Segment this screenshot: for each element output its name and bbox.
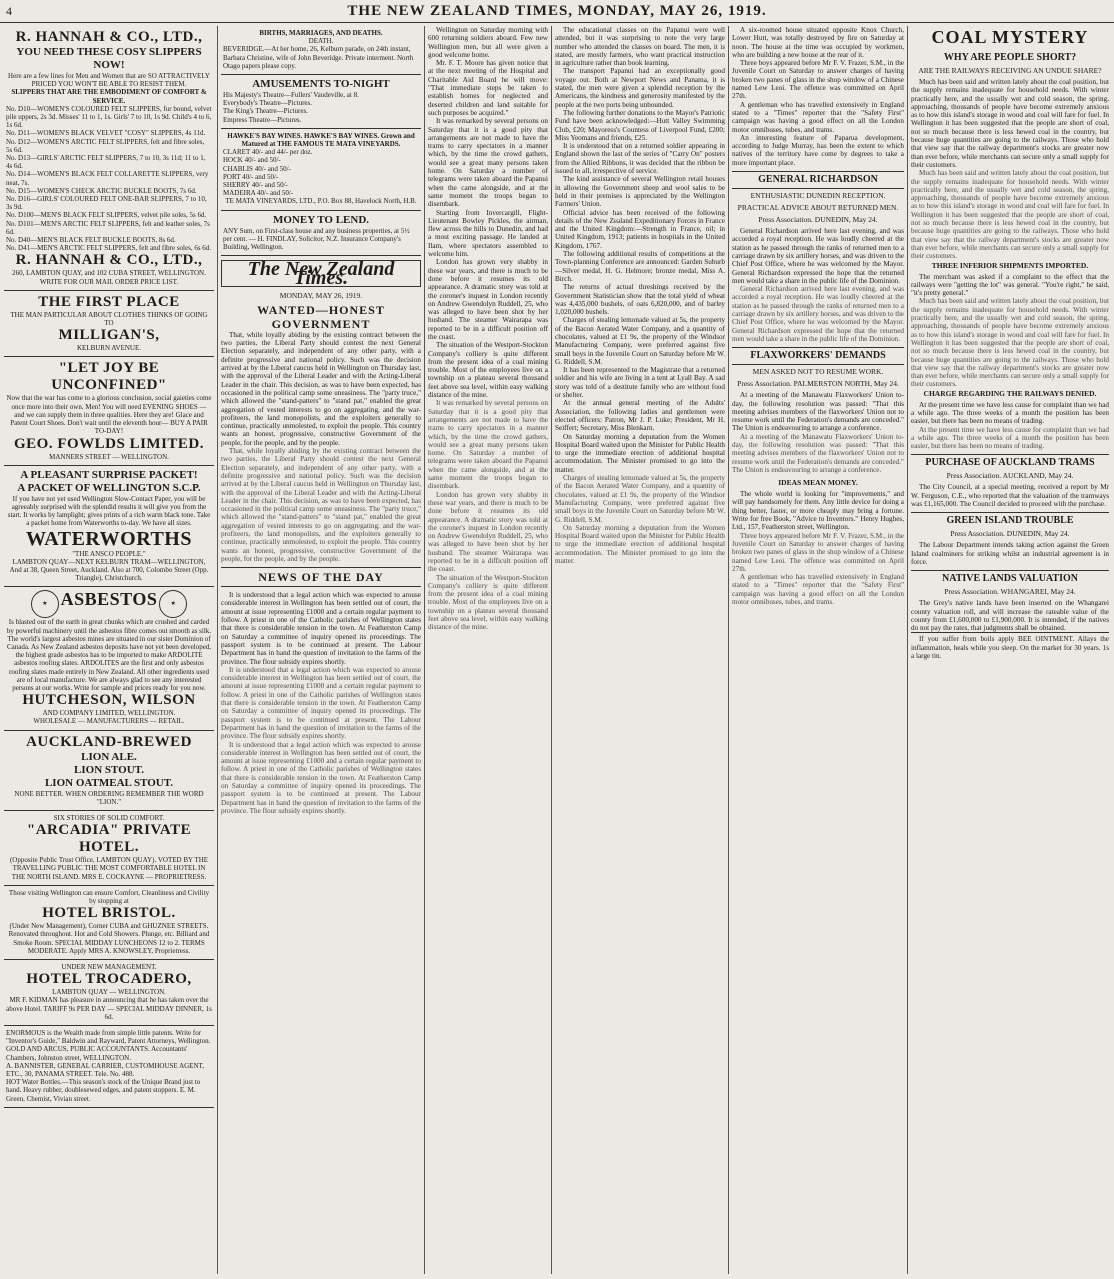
news-para: It has been represented to the Magistrate that a returned soldier and his wife are living in a tent at Lyall Bay. A sad story was told of a destitute family who are without food or shelter.	[555, 366, 725, 400]
arcadia-text: (Opposite Public Trust Office, LAMBTON QUAY). VOTED BY THE TRAVELLING PUBLIC THE MOST COMFORTABLE HOTEL IN THE NORTH ISLAND. MRS E. COCKAYNE — PROPRIETRESS.	[9, 856, 209, 881]
asbestos-text: Is blasted out of the earth in great chunks which are crushed and carded by powerful machinery until the asbestos fibre comes out smooth as silk. The world's largest asbestos mines are situated in our sister Dominion of Canada. As New Zealand asbestos deposits have not yet been developed, the highest grade asbestos has to be imported to make ARDOLITE asbestos roofing slates. ARDOLITES are the first and only asbestos roofing slates made entirely in New Zealand. All other ingredients used are of local manufacture. We are always glad to see any interested persons at our works. Write for sample and prices ready for you now.	[6, 618, 212, 692]
wine-footer: TE MATA VINEYARDS, LTD., P.O. Box 88, Havelock North, H.B.	[225, 197, 417, 206]
column-rule	[551, 26, 552, 1274]
money-ad	[221, 211, 421, 257]
hannah-address: 260, LAMBTON QUAY, and 102 CUBA STREET, WELLINGTON. WRITE FOR OUR MAIL ORDER PRICE LIST.	[12, 269, 206, 286]
wine-item: SHERRY 40/- and 50/-	[223, 181, 288, 190]
news-para: London has grown very shabby in these war years, and there is much to be done before it resumes its old appearance. A dramatic story was told at the coroner's inquest in London recently on Andrew Gwendolyn Ruddell, 25, who was alleged to have been shot by her husband. The steamer Wairarapa was reported to be in a difficult position off the coast.	[428, 258, 548, 341]
column-2	[221, 26, 421, 1274]
trocadero-title: HOTEL TROCADERO,	[26, 971, 192, 988]
general-text: General Richardson arrived here last evening, and was accorded a royal reception. He was loudly cheered at the station as he passed through the ranks of returned men to a carriage drawn by six artillery horses, and was driven to the Chief Post Office, where he was welcomed by the Mayor. General Richardson expressed the hope that the returned men would take a share in the public life of the Dominion.	[732, 227, 904, 285]
charge-head: CHARGE REGARDING THE RAILWAYS DENIED.	[923, 388, 1097, 398]
column-5	[732, 26, 904, 1274]
hannah-footer: R. HANNAH & CO., LTD.,	[15, 252, 203, 269]
lion-ad	[4, 731, 214, 811]
news-para: It was remarked by several persons on Saturday that it is a good pity that arrangements are not made to have the trams to carry spectators in a manner which, by the time the crowd gathers, would see a great many persons taken home. On Saturday a number of telegrams were taken aboard the Papanui when the came alongside, and at the same moment the troops began to disembark.	[428, 399, 548, 491]
news-para: London has grown very shabby in these war years, and there is much to be done before it resumes its old appearance. A dramatic story was told at the coroner's inquest in London recently on Andrew Gwendolyn Ruddell, 25, who was alleged to have been shot by her husband. The steamer Wairarapa was reported to be in a difficult position off the coast.	[428, 490, 548, 574]
milligan-address: KELBURN AVENUE.	[76, 344, 142, 353]
death-text: BEVERIDGE.—At her home, 26, Kelburn parade, on 24th instant, Barbara Christine, wife of John Beveridge. Private interment. North Otago papers please copy.	[223, 45, 414, 70]
hutcheson-line: WHOLESALE — MANUFACTURERS — RETAIL.	[33, 717, 185, 726]
milligan-ad	[4, 291, 214, 358]
column-3	[428, 26, 548, 1274]
column-rule	[907, 26, 908, 1274]
native-text: The Grey's native lands have been inserted on the Whangarei county valuation roll, and will increase the rateable value of the county from £1,600,000 to £1,900,000. It is intended, if the natives do not pay the rates, that judgments shall be obtained.	[911, 599, 1109, 633]
hannah-intro: Here are a few lines for Men and Women that are SO ATTRACTIVELY PRICED YOU WON'T BE ABLE TO RESIST THEM.	[8, 72, 210, 89]
joy-text: Now that the war has come to a glorious conclusion, social gaieties come once more into their own. Men! You will need EVENING SHOES — and we can supply them in three qualities. Here they are! Glace and Patent Court Shoes. Don't wait until the eleventh hour— BUY A PAIR TO-DAY!	[6, 394, 212, 436]
news-para: An interesting feature of Paparua development, according to Judge Murray, has been the extent to which natives of the territory have come by degrees to take a more important place.	[732, 133, 904, 167]
shipments-text: The merchant was asked if a complaint to the effect that the railways were "getting the lot" was general. "You're right," he said, "it's pretty general."	[911, 272, 1109, 298]
death-head: DEATH.	[308, 37, 334, 46]
flax-head: FLAXWORKERS' DEMANDS	[732, 347, 904, 365]
arcadia-head: SIX STORIES OF SOLID COMFORT.	[53, 813, 165, 822]
news-para: The following further donations to the Mayor's Patriotic Fund have been acknowledged:—Hutt Valley Swimming Club, £20; Mayoress's Countess of Liverpool Fund, £200; Miss Yeomans and friends, £25.	[555, 108, 725, 142]
news-para: A gentleman who has travelled extensively in England stated to a "Times" reporter that the "Safety First" campaign was having a good effect on all the London motor omnibuses, tubes, and trams.	[732, 573, 904, 607]
native-head: NATIVE LANDS VALUATION	[911, 570, 1109, 585]
ointment-ad: If you suffer from boils apply BEE OINTMENT. Allays the inflammation, heals while you sleep. On the market for 30 years. 1s a large tin.	[911, 632, 1109, 660]
shipments-head: THREE INFERIOR SHIPMENTS IMPORTED.	[931, 260, 1089, 270]
arcadia-title: "ARCADIA" PRIVATE HOTEL.	[26, 822, 192, 856]
small-ad: ENORMOUS is the Wealth made from simple little patents. Write for "Inventor's Guide," Baldwin and Rayward, Patent Attorneys, Wellington.	[6, 1029, 211, 1046]
column-4	[555, 26, 725, 1274]
hannah-item: No. D16—GIRLS' COLOURED FELT ONE-BAR SLIPPERS, 7 to 10, 3s 9d.	[6, 195, 207, 212]
ideas-text: The whole world is looking for "improvements," and will pay handsomely for them. Any little device for doing a thing better, faster, or more cheaply may bring a fortune. Write for free Book, "Advice to Inventors." Henry Hughes, Ltd., 157, Featherston street, Wellington.	[732, 490, 904, 532]
waterworths-sub: "THE ANSCO PEOPLE."	[72, 549, 146, 558]
bmd-head: BIRTHS, MARRIAGES, AND DEATHS.	[259, 29, 383, 37]
page-number: 4	[6, 4, 12, 18]
amusement-item: His Majesty's Theatre—Fullers' Vaudeville, at 8.	[223, 91, 359, 100]
ardolite-logo-icon: ★	[31, 590, 59, 618]
fowlds-address: MANNERS STREET — WELLINGTON.	[49, 452, 169, 461]
flax-text: At a meeting of the Manawatu Flaxworkers' Union to-day, the following resolution was passed: "That this meeting advises members of the flaxworkers' Union not to resume work until the Federation's demands are conceded." The Union is endeavouring to arrange a conference.	[732, 432, 904, 474]
amusement-item: Everybody's Theatre—Pictures.	[223, 99, 312, 108]
charge-text: At the present time we have less cause for complaint than we had a while ago. The three weeks of a month the position has been easier, but there has been no means of trading.	[911, 400, 1109, 426]
news-para: Mr. F. T. Moore has given notice that at the next meeting of the Hospital and Charitable Aid Board he will move: "That immediate steps be taken to establish homes for neglected and deserted children and land suitable for such purposes be acquired."	[428, 59, 548, 117]
newspaper-title: THE NEW ZEALAND TIMES, MONDAY, MAY 26, 1919.	[347, 3, 767, 19]
waterworths-title: WATERWORTHS	[26, 527, 192, 550]
news-para: At the annual general meeting of the Adults' Association, the following ladies and gentlemen were elected officers: Patron, Mr J. P. Luke; President, Mr H. Seiffert; Secretary, Miss Blenkarn.	[555, 399, 725, 433]
charge-text: At the present time we have less cause for complaint than we had a while ago. The three weeks of a month the position has been easier, but there has been no means of trading.	[911, 425, 1109, 451]
masthead	[0, 0, 1114, 23]
trocadero-head: UNDER NEW MANAGEMENT.	[61, 963, 157, 971]
news-para: Charges of stealing lemonade valued at 5s, the property of the Bacon Aerated Water Company, and a quantity of chocolates, valued at £1 9s, the property of the Windsor Manufacturing Company, were preferred against five small boys in the Juvenile Court on Saturday before Mr W. G. Riddell, S.M.	[555, 316, 725, 366]
hannah-item: No. D41—MEN'S ARCTIC FELT SLIPPERS, felt and fibre soles, 6s 6d.	[6, 244, 212, 253]
auckland-location: Press Association. AUCKLAND, May 24.	[946, 471, 1074, 481]
flax-sub: MEN ASKED NOT TO RESUME WORK.	[752, 367, 884, 377]
joy-title: "LET JOY BE UNCONFINED"	[51, 360, 167, 394]
column-1-ads	[4, 26, 214, 1274]
arcadia-ad	[4, 811, 214, 886]
trocadero-ad	[4, 960, 214, 1026]
amusements	[221, 75, 421, 129]
news-para: A six-roomed house situated opposite Knox Church, Lower Hutt, was totally destroyed by fire on Saturday at noon. The house at the time was occupied by workmen, who are building a new house at the rear of it.	[732, 26, 904, 59]
wine-item: PORT 40/- and 50/-	[223, 172, 279, 181]
news-para: The returns of actual threshings received by the Government Statistician show that the total yield of wheat was 4,435,000 bushels, of oats 6,820,000, and of barley 1,020,000 bushels.	[555, 283, 725, 317]
amusements-head: AMUSEMENTS TO-NIGHT	[252, 78, 390, 91]
ideas-head: IDEAS MEAN MONEY.	[778, 478, 858, 488]
general-sub: ENTHUSIASTIC DUNEDIN RECEPTION.	[750, 191, 886, 201]
lion-item: LION STOUT.	[74, 763, 144, 776]
surprise-line-1: A PLEASANT SURPRISE PACKET!	[20, 468, 198, 481]
wine-item: CHABLIS 40/- and 50/-	[223, 164, 291, 173]
fowlds-title: GEO. FOWLDS LIMITED.	[13, 435, 205, 452]
hannah-list-head: SLIPPERS THAT ARE THE EMBODIMENT OF COMFORT & SERVICE.	[11, 88, 207, 105]
news-para: The following additional results of competitions at the Town-planning Conference are announced: Garden Suburb—Silver medal, H. G. Helmore; bronze medal, Miss A. Birch.	[555, 250, 725, 283]
general-location: Press Association. DUNEDIN, May 24.	[758, 215, 878, 225]
coal-text: Much has been said and written lately about the coal position, but the supply remains inadequate for household needs. With winter practically here, and the usually wet and cold season, the spring, approaching, thousands of people have become extremely anxious as to how this island's storage in wood and coal will fare for fuel. In Wellington it has been suggested that the people are short of coal, not so much because there is less hewed coal in the country, but because huge quantities are going to the railways. Those who hold that view say that the railway department's stocks are greater now than ever before, while merchants can secure only a small supply for their customers.	[911, 78, 1109, 169]
hannah-item: No. D12—WOMEN'S ARCTIC FELT SLIPPERS, felt and fibre soles, 5s 6d.	[6, 137, 205, 154]
news-para: Wellington on Saturday morning with 600 returning soldiers aboard. Few new Wellington men, but all were given a good welcome home.	[428, 26, 548, 59]
lion-item: LION OATMEAL STOUT.	[44, 776, 174, 789]
surprise-text: If you have not yet used Wellington Slow-Contact Paper, you will be agreeably surprised with the splendid results it will give you from the start. It works by lamplight; gives prints of a rich warm black tone. Take a packet home from Waterworths to-day. We have all sizes.	[7, 494, 211, 528]
hannah-item: No. D101—MEN'S ARCTIC FELT SLIPPERS, felt and leather soles, 7s 6d.	[6, 219, 210, 236]
news-para: The transport Papanui had an exceptionally good voyage out. Both at Newport News and Panama, it is stated, the men were given a splendid reception by the Americans, the kindness and generosity manifested by the people at the two ports being unbounded.	[555, 67, 725, 109]
asbestos-ad	[4, 587, 214, 730]
news-para: Charges of stealing lemonade valued at 5s, the property of the Bacon Aerated Water Company, and a quantity of chocolates, valued at £1 9s, the property of the Windsor Manufacturing Company, were preferred against five small boys in the Juvenile Court on Saturday before Mr W. G. Riddell, S.M.	[555, 474, 725, 524]
news-para: On Saturday morning a deputation from the Women Hospital Board waited upon the Minister for Public Health to urge the immediate erection of additional hospital accommodation. The Minister promised to go into the matter.	[555, 523, 725, 565]
amusement-item: The King's Theatre—Pictures.	[223, 107, 308, 116]
bristol-ad	[4, 886, 214, 960]
news-text: It is understood that a legal action which was expected to arouse considerable interest in Wellington has been settled out of court, the amount at issue representing £1000 and a certain regular payment to follow. A priest in one of the Catholic parishes of Wellington states that there is considerable tension in the town. At Featherston Camp on Saturday a committee of inquiry opened its proceedings. The passport system is to be continued at present. The Labour Department has in hand the question of invitation to the farms of the province. The flour subsidy expires shortly.	[221, 665, 421, 741]
news-para: The educational classes on the Papanui were well attended, but it was surprising to note the very large number who attended the classes on board. The men, it is stated, are mostly farmers, who want practical instruction in agriculture rather than book learning.	[555, 26, 725, 68]
asbestos-title: ASBESTOS	[60, 589, 158, 610]
coal-question: WHY ARE PEOPLE SHORT?	[943, 52, 1077, 63]
ardolite-logo-icon: ★	[159, 590, 187, 618]
hutcheson-sub: AND COMPANY LIMITED, WELLINGTON.	[42, 709, 176, 718]
hannah-item: No. D13—GIRLS' ARCTIC FELT SLIPPERS, 7 to 10, 3s 11d; 11 to 1, 4s 6d.	[6, 154, 206, 171]
hannah-item: No. D10—WOMEN'S COLOURED FELT SLIPPERS, fur bound, velvet pile uppers, 2s 3d. Misses' 11 to 1, 1s. Girls' 7 to 10, 1s 9d. Child's 4 to 6, 1s 6d.	[6, 104, 212, 130]
paper-nameplate: The New Zealand Times.	[221, 260, 421, 287]
hannah-title: R. HANNAH & CO., LTD.,	[15, 29, 203, 45]
news-para: Three boys appeared before Mr F. V. Frazer, S.M., in the Juvenile Court on Saturday to answer charges of having broken two panes of glass in the shop window of a Chinese named Lew Leoi. The offence was committed on April 27th.	[732, 531, 904, 573]
news-para: The situation of the Westport-Stockton Company's colliery is quite different from the present idea of a coal mining trouble. Most of the employees live on a township on a plateau several thousand feet above sea level, within easy walking distance of the mine.	[428, 573, 548, 632]
milligan-name: MILLIGAN'S,	[58, 327, 160, 344]
news-para: It is understood that on a returned soldier appearing in England shown the last of the series of "Carry On" posters from the Allied Ribbons, it was decided that the ribbon be issued to all, irrespective of service.	[555, 142, 725, 176]
bristol-title: HOTEL BRISTOL.	[42, 905, 176, 922]
wine-ad	[221, 129, 421, 211]
small-ad: A. BANNISTER, GENERAL CARRIER, CUSTOMHOUSE AGENT, ETC., 30, PANAMA STREET. Tele. No. 488.	[6, 1061, 205, 1079]
wine-item: CLARET 40/- and 44/- per doz.	[223, 148, 313, 157]
news-para: It was remarked by several persons on Saturday that it is a good pity that arrangements are not made to have the trams to carry spectators in a manner which, by the time the crowd gathers, would see a great many persons taken home. On Saturday a number of telegrams were taken aboard the Papanui when the came alongside, and at the same moment the troops began to disembark.	[428, 117, 548, 209]
hannah-item: No. D15—WOMEN'S CHECK ARCTIC BUCKLE BOOTS, 7s 6d.	[6, 186, 197, 195]
editorial-head: WANTED—HONEST GOVERNMENT	[257, 302, 385, 331]
bmd-notices	[221, 26, 421, 75]
auckland-head: PURCHASE OF AUCKLAND TRAMS	[911, 454, 1109, 469]
fowlds-ad	[4, 357, 214, 465]
money-head: MONEY TO LEND.	[272, 213, 370, 226]
coal-head: COAL MYSTERY	[931, 27, 1089, 47]
green-text: The Labour Department intends taking action against the Green Island coalminers for striking whilst an industrial agreement is in force.	[911, 541, 1109, 566]
news-para: The kind assistance of several Wellington retail houses in allowing the Government sheep and wool sales to be held in their premises is appreciated by the Wellington Farmers' Union.	[555, 175, 725, 209]
hannah-ad	[4, 26, 214, 291]
news-para: A gentleman who has travelled extensively in England stated to a "Times" reporter that the "Safety First" campaign was having a good effect on all the London motor omnibuses, tubes, and trams.	[732, 100, 904, 134]
waterworths-ad	[4, 466, 214, 588]
flax-text: At a meeting of the Manawatu Flaxworkers' Union to-day, the following resolution was passed: "That this meeting advises members of the flaxworkers' Union not to resume work until the Federation's demands are conceded." The Union is endeavouring to arrange a conference.	[732, 391, 904, 433]
general-sub2: PRACTICAL ADVICE ABOUT RETURNED MEN.	[737, 203, 899, 213]
column-6	[911, 26, 1109, 1274]
hannah-item: No. D11—WOMEN'S BLACK VELVET "COSY" SLIPPERS, 4s 11d.	[6, 129, 206, 138]
lion-footer: NONE BETTER. WHEN ORDERING REMEMBER THE WORD "LION."	[14, 789, 204, 806]
news-para: Three boys appeared before Mr F. V. Frazer, S.M., in the Juvenile Court on Saturday to answer charges of having broken two panes of glass in the shop window of a Chinese named Lew Leoi. The offence was committed on April 27th.	[732, 59, 904, 101]
column-rule	[217, 26, 218, 1274]
news-para: Official advice has been received of the following details of the New Zealand Expeditionary Forces in France and the United Kingdom:—Strength in France, nil; in United Kingdom, 1913; patients in hospitals in the United Kingdom, 1767.	[555, 208, 725, 250]
money-text: ANY Sum, on First-class house and any business properties, at 5½ per cent. — H. FINDLAY, Solicitor, N.Z. Insurance Company's Building, Wellington.	[223, 226, 410, 252]
coal-sub: ARE THE RAILWAYS RECEIVING AN UNDUE SHARE?	[918, 66, 1102, 75]
general-text: General Richardson arrived here last evening, and was accorded a royal reception. He was loudly cheered at the station as he passed through the ranks of returned men to a carriage drawn by six artillery horses, and was driven to the Chief Post Office, where he was welcomed by the Mayor. General Richardson expressed the hope that the returned men would take a share in the public life of the Dominion.	[732, 285, 904, 343]
column-rule	[424, 26, 425, 1274]
trocadero-text: MR F. KIDMAN has pleasure in announcing that he has taken over the above Hotel. TARIFF 9s PER DAY — SPECIAL MIDDAY DINNER, 1s 6d.	[6, 996, 212, 1021]
native-location: Press Association. WHANGAREI, May 24.	[944, 587, 1076, 597]
hannah-item: No. D40—MEN'S BLACK FELT BUCKLE BOOTS, 8s 6d.	[6, 236, 176, 245]
amusement-item: Empress Theatre—Pictures.	[223, 115, 302, 124]
small-ad: GOLD AND ARCUS, PUBLIC ACCOUNTANTS. Accountants' Chambers, Johnston street, WELLINGTON.	[6, 1045, 188, 1062]
waterworths-address: LAMBTON QUAY—NEXT KELBURN TRAM—WELLINGTON, And at 38, Queen Street, Auckland. Also at 700, Colombo Street (Opp. Triangle), Christchurch.	[9, 557, 209, 583]
lion-title: AUCKLAND-BREWED	[26, 733, 192, 750]
lion-item: LION ALE.	[81, 750, 137, 763]
coal-text: Much has been said and written lately about the coal position, but the supply remains inadequate for household needs. With winter practically here, and the usually wet and cold season, the spring, approaching, thousands of people have become extremely anxious as to how this island's storage in wood and coal will fare for fuel. In Wellington it has been suggested that the people are short of coal, not so much because there is less hewed coal in the country, but because huge quantities are going to the railways. Those who hold that view say that the railway department's stocks are greater now than ever before, while merchants can secure only a small supply for their customers.	[911, 297, 1109, 389]
news-text: It is understood that a legal action which was expected to arouse considerable interest in Wellington has been settled out of court, the amount at issue representing £1000 and a certain regular payment to follow. A priest in one of the Catholic parishes of Wellington states that there is considerable tension in the town. At Featherston Camp on Saturday a committee of inquiry opened its proceedings. The passport system is to be continued at present. The Labour Department has in hand the question of invitation to the farms of the province. The flour subsidy expires shortly.	[221, 591, 421, 666]
trocadero-address: LAMBTON QUAY — WELLINGTON.	[52, 988, 166, 997]
bristol-intro: Those visiting Wellington can ensure Comfort, Cleanliness and Civility by stopping at	[8, 888, 210, 905]
news-head: NEWS OF THE DAY	[221, 567, 421, 587]
green-location: Press Association. DUNEDIN, May 24.	[950, 529, 1070, 539]
editorial-text: That, while loyally abiding by the existing contract between the two parties, the Liberal Party should contest the next General Election separately, and independent of any other party, with a definite progressive and national policy. Such was the decision arrived at by the Liberal caucus held in Wellington on Thursday last, with the approval of the Liberal Leader and with the Acting-Liberal Leader in the chair. This decision, as was to have been expected, has occasioned in the political camp some uneasiness. The "party truce," which allowed the "stand-patters" to "stand pat," enabled the great aggregation of vested interests to go on aggregating, and the war-profiteers, the land monopolists, and the exploiters generally to continue, practically unmolested, to exploit the people. This country wants an honest, progressive, constructive Government of the people, for the people, and by the people.	[221, 447, 421, 563]
milligan-sub: THE MAN PARTICULAR ABOUT CLOTHES THINKS OF GOING TO	[10, 310, 208, 328]
editorial-text: That, while loyally abiding by the existing contract between the two parties, the Liberal Party should contest the next General Election separately, and independent of any other party, with a definite progressive and national policy. Such was the decision arrived at by the Liberal caucus held in Wellington on Thursday last, with the approval of the Liberal Leader and with the Acting-Liberal Leader in the chair. This decision, as was to have been expected, has occasioned in the political camp some uneasiness. The "party truce," which allowed the "stand-patters" to "stand pat," enabled the great aggregation of vested interests to go on aggregating, and the war-profiteers, the land monopolists, and the exploiters generally to continue, practically unmolested, to exploit the people. This country wants an honest, progressive, constructive Government of the people, for the people, and by the people.	[221, 330, 421, 447]
hannah-item: No. D100—MEN'S BLACK FELT SLIPPERS, velvet pile soles, 5s 6d.	[6, 211, 207, 220]
bristol-text: (Under New Management), Corner CUBA and GHUZNEE STREETS. Renovated throughout. Hot and Cold Showers. Plunge, etc. Billiard and Smoke Room. SPECIAL MIDDAY LUNCHEONS 12 to 2. TERMS MODERATE. Apply MRS A. KNOWSLEY, Proprietress.	[8, 922, 210, 955]
hutcheson-title: HUTCHESON, WILSON	[22, 692, 196, 709]
hannah-item: No. D14—WOMEN'S BLACK FELT COLLARETTE SLIPPERS, very neat, 7s.	[6, 170, 209, 187]
flax-location: Press Association. PALMERSTON NORTH, May 24.	[737, 379, 899, 389]
wine-head: HAWKE'S BAY WINES. HAWKE'S BAY WINES. Grown and Matured at THE FAMOUS TE MATA VINEYARDS.	[227, 131, 415, 149]
milligan-title: THE FIRST PLACE	[38, 293, 180, 310]
news-para: The situation of the Westport-Stockton Company's colliery is quite different from the present idea of a coal mining trouble. Most of the employees live on a township on a plateau several thousand feet above sea level, within easy walking distance of the mine.	[428, 341, 548, 400]
surprise-line-2: A PACKET OF WELLINGTON S.C.P.	[17, 481, 201, 494]
green-head: GREEN ISLAND TROUBLE	[911, 512, 1109, 527]
general-head: GENERAL RICHARDSON	[732, 171, 904, 189]
news-text: It is understood that a legal action which was expected to arouse considerable interest in Wellington has been settled out of court, the amount at issue representing £1000 and a certain regular payment to follow. A priest in one of the Catholic parishes of Wellington states that there is considerable tension in the town. At Featherston Camp on Saturday a committee of inquiry opened its proceedings. The passport system is to be continued at present. The Labour Department has in hand the question of invitation to the farms of the province. The flour subsidy expires shortly.	[221, 740, 421, 815]
small-ad: HOT Water Bottles.—This season's stock of the Unique Brand just to hand. Heavy rubber, doublesewed edges, and patent stoppers. E. M. Green, Chemist, Vivian street.	[6, 1078, 201, 1103]
news-para: Starting from Invercargill, Flight-Lieutenant Bowley Pickles, the airman, flew across the hills to Dunedin, and had a most exciting passage. He landed at Ilam, where spectators assembled to welcome him.	[428, 208, 548, 259]
hannah-tagline: YOU NEED THESE COSY SLIPPERS NOW!	[16, 46, 202, 71]
paper-date: MONDAY, MAY 26, 1919.	[279, 290, 363, 300]
column-rule	[728, 26, 729, 1274]
auckland-text: The City Council, at a special meeting, received a report by Mr W. Ferguson, C.E., who reported that the valuation of the tramways was £1,165,000. The Council decided to proceed with the purchase.	[911, 483, 1109, 509]
small-ads	[4, 1026, 214, 1108]
wine-item: HOCK 40/- and 50/-	[223, 156, 281, 165]
coal-text: Much has been said and written lately about the coal position, but the supply remains inadequate for household needs. With winter practically here, and the usually wet and cold season, the spring, approaching, thousands of people have become extremely anxious as to how this island's storage in wood and coal will fare for fuel. In Wellington it has been suggested that the people are short of coal, not so much because there is less hewed coal in the country, but because huge quantities are going to the railways. Those who hold that view say that the railway department's stocks are greater now than ever before, while merchants can secure only a small supply for their customers.	[911, 169, 1109, 261]
wine-item: MADEIRA 40/- and 50/-	[223, 189, 294, 198]
news-para: On Saturday morning a deputation from the Women Hospital Board waited upon the Minister for Public Health to urge the immediate erection of additional hospital accommodation. The Minister promised to go into the matter.	[555, 432, 725, 474]
